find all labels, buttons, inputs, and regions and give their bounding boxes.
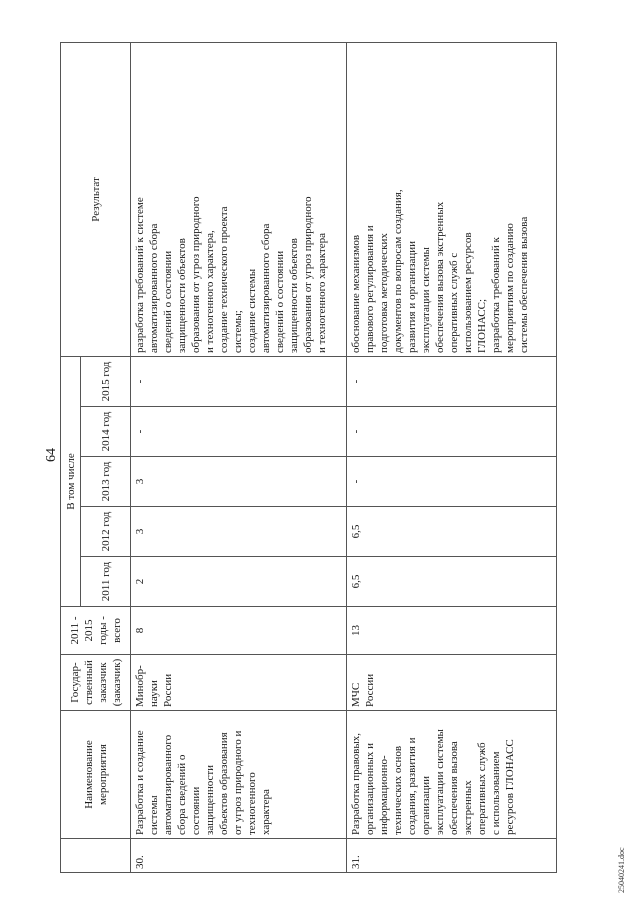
row-name: Разработка правовых, организационных и информационно- технических основ создания, развития и организации эксплуатации системы обеспечения вызова экстренных оперативных служб с использованием ресурсов ГЛОНАСС xyxy=(347,711,557,839)
header-result: Результат xyxy=(61,42,131,356)
header-customer: Государ- ственный заказчик (заказчик) xyxy=(61,655,131,711)
row-year-2012: 3 xyxy=(131,507,347,557)
row-customer: МЧС России xyxy=(347,655,557,711)
row-customer: Минобр- науки России xyxy=(131,655,347,711)
row-year-2011: 6,5 xyxy=(347,557,557,607)
row-year-2015: - xyxy=(131,356,347,406)
header-name: Наименование мероприятия xyxy=(61,711,131,839)
row-name: Разработка и создание системы автоматизированного сбора сведений о состоянии защищенности объектов образования от угроз природного и техногенного характера xyxy=(131,711,347,839)
row-year-2015: - xyxy=(347,356,557,406)
document-id: 25040241.doc xyxy=(617,847,626,893)
table-row xyxy=(347,42,557,872)
header-year-2015: 2015 год xyxy=(81,356,131,406)
header-year-2014: 2014 год xyxy=(81,407,131,457)
row-total: 13 xyxy=(347,607,557,655)
header-year-2011: 2011 год xyxy=(81,557,131,607)
row-total: 8 xyxy=(131,607,347,655)
header-total: 2011 - 2015 годы - всего xyxy=(61,607,131,655)
header-number-cell xyxy=(61,839,131,873)
row-year-2013: 3 xyxy=(131,457,347,507)
table-row xyxy=(131,42,347,872)
header-year-2013: 2013 год xyxy=(81,457,131,507)
measures-table xyxy=(60,42,557,873)
row-result: обоснование механизмов правового регулирования и подготовка методических документов по вопросам создания, развития и организации эксплуатации системы обеспечения вызова экстренных оперативных служб с использованием ресурсов ГЛОНАСС; разработка требований к мероприятиям по созданию системы обеспечения вызова xyxy=(347,42,557,356)
row-number: 30. xyxy=(131,839,347,873)
header-year-2012: 2012 год xyxy=(81,507,131,557)
row-result: разработка требований к системе автоматизированного сбора сведений о состоянии защищенности объектов образования от угроз природного и техногенного характера, создание технического проекта системы; создание системы автоматизированного сбора сведений о состоянии защищенности объектов образования от угроз природного и техногенного характера xyxy=(131,42,347,356)
row-year-2014: - xyxy=(131,407,347,457)
header-group: В том числе xyxy=(61,356,81,606)
row-year-2013: - xyxy=(347,457,557,507)
row-year-2012: 6,5 xyxy=(347,507,557,557)
page-number: 64 xyxy=(44,448,59,462)
row-year-2014: - xyxy=(347,407,557,457)
row-year-2011: 2 xyxy=(131,557,347,607)
row-number: 31. xyxy=(347,839,557,873)
